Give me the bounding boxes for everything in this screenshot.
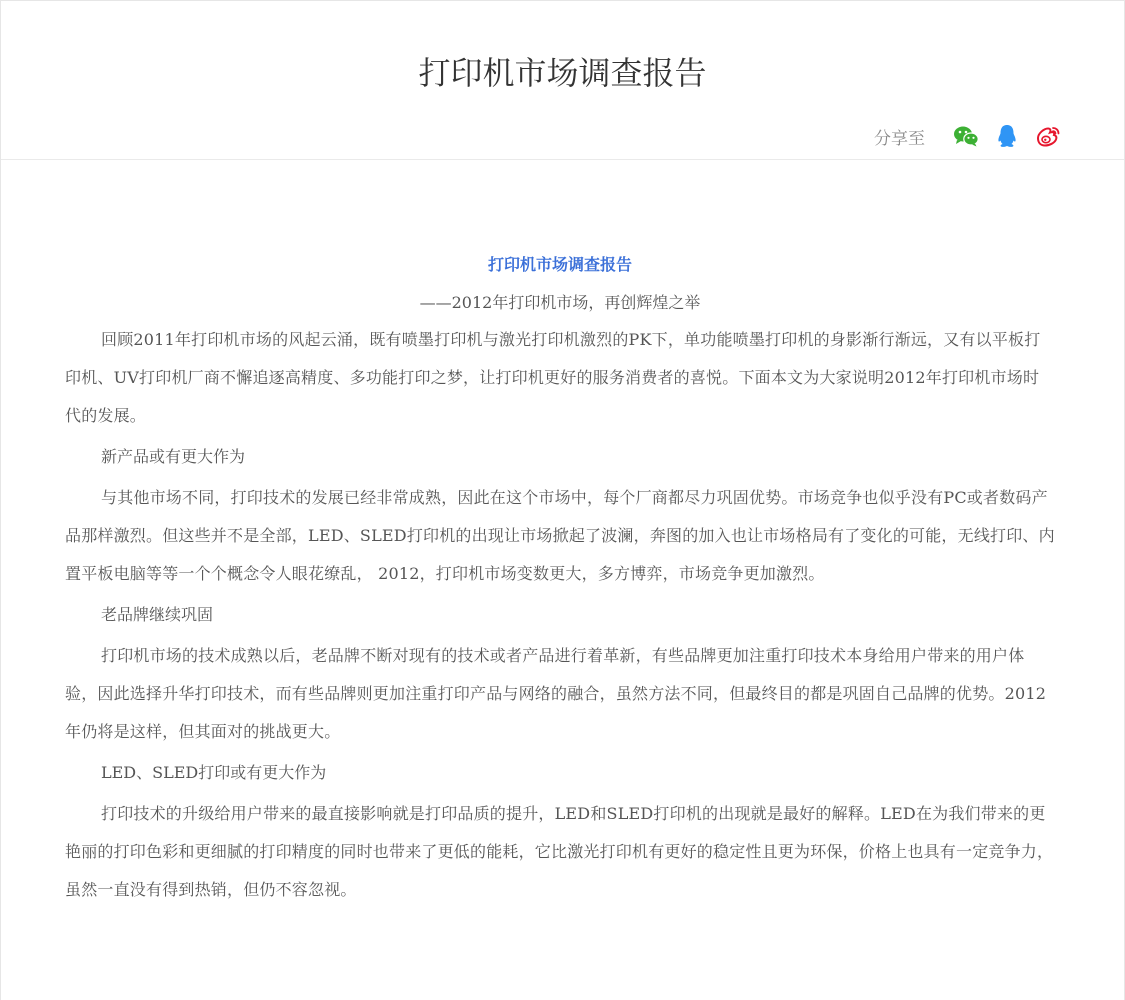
section-paragraph: 打印技术的升级给用户带来的最直接影响就是打印品质的提升，LED和SLED打印机的出现就是最好的解释。LED在为我们带来的更艳丽的打印色彩和更细腻的打印精度的同时也带来了更低的能耗，它比激光打印机有更好的稳定性且更为环保，价格上也具有一定竞争力，虽然一直没有得到热销，但仍不容忽视。 — [65, 804, 1054, 899]
section-heading: LED、SLED打印或有更大作为 — [101, 763, 327, 782]
wechat-icon — [953, 125, 979, 147]
qq-icon — [997, 124, 1017, 148]
qq-share-button[interactable] — [993, 122, 1021, 150]
article-subtitle: ——2012年打印机市场，再创辉煌之举 — [419, 293, 701, 312]
section-heading: 老品牌继续巩固 — [101, 605, 214, 624]
section-paragraph: 与其他市场不同，打印技术的发展已经非常成熟，因此在这个市场中，每个厂商都尽力巩固优势。市场竞争也似乎没有PC或者数码产品那样激烈。但这些并不是全部，LED、SLED打印机的出现让市场掀起了波澜，奔图的加入也让市场格局有了变化的可能，无线打印、内置平板电脑等等一个个概念令人眼花缭乱， 2012，打印机市场变数更大，多方博弈，市场竞争更加激烈。 — [65, 488, 1055, 583]
page-header — [1, 1, 1124, 160]
intro-paragraph: 回顾2011年打印机市场的风起云涌，既有喷墨打印机与激光打印机激烈的PK下，单功能喷墨打印机的身影渐行渐远，又有以平板打印机、UV打印机厂商不懈追逐高精度、多功能打印之梦，让打印机更好的服务消费者的喜悦。下面本文为大家说明2012年打印机市场时代的发展。 — [65, 330, 1041, 425]
article-title: 打印机市场调查报告 — [487, 255, 632, 274]
weibo-share-button[interactable] — [1034, 122, 1062, 150]
page-title: 打印机市场调查报告 — [418, 54, 707, 92]
weibo-icon — [1035, 125, 1061, 147]
section-heading: 新产品或有更大作为 — [101, 447, 246, 466]
section-paragraph: 打印机市场的技术成熟以后，老品牌不断对现有的技术或者产品进行着革新，有些品牌更加注重打印技术本身给用户带来的用户体验，因此选择升华打印技术，而有些品牌则更加注重打印产品与网络的融合，虽然方法不同，但最终目的都是巩固自己品牌的优势。2012年仍将是这样，但其面对的挑战更大。 — [65, 646, 1047, 741]
share-label: 分享至 — [874, 128, 925, 149]
article-body — [65, 246, 1055, 909]
share-bar — [874, 122, 1062, 150]
wechat-share-button[interactable] — [952, 122, 980, 150]
